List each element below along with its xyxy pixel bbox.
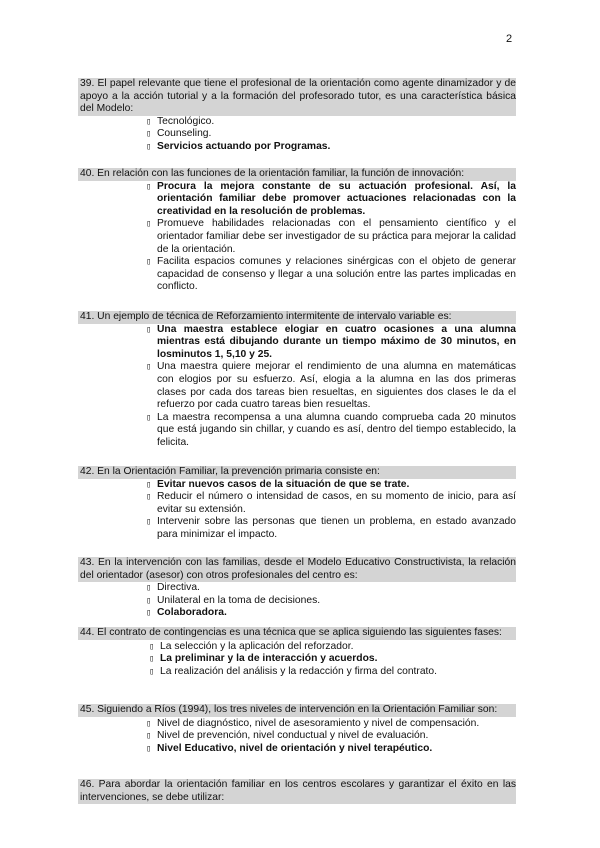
- bullet-icon: ▯: [146, 116, 152, 127]
- option-text: Colaboradora.: [157, 607, 227, 619]
- option-text: Directiva.: [157, 582, 200, 594]
- option-text: Procura la mejora constante de su actuación profesional. Así, la orientación familiar debe promover actuaciones relacionadas con la creatividad en la resolución de problemas.: [157, 180, 516, 217]
- question-stem: 39. El papel relevante que tiene el profesional de la orientación como agente dinamizador y de apoyo a la acción tutorial y a la formación del profesorado tutor, es una característica básica del Modelo:: [80, 78, 516, 115]
- bullet-icon: ▯: [146, 743, 152, 754]
- question-stem: 40. En relación con las funciones de la orientación familiar, la función de innovación:: [78, 168, 516, 181]
- options-list: [78, 116, 516, 154]
- option-text: Una maestra quiere mejorar el rendimiento de una alumna en matemáticas con elogios por su esfuerzo. Así, elogia a la alumna en las dos primeras clases por cada dos tareas bien resueltas, en siguientes dos clases le da el refuerzo por cada cuatro tareas bien resueltas.: [157, 361, 516, 411]
- question-stem: 44. El contrato de contingencias es una técnica que se aplica siguiendo las siguientes fases:: [78, 627, 516, 640]
- option-correct: [146, 180, 516, 219]
- option-text: Nivel Educativo, nivel de orientación y nivel terapéutico.: [157, 742, 433, 754]
- option: [146, 516, 516, 541]
- option-text: Tecnológico.: [157, 115, 215, 127]
- question-39: [78, 78, 516, 154]
- question-40: [78, 168, 516, 294]
- option-text: Facilita espacios comunes y relaciones sinérgicas con el objeto de generar capacidad de consenso y llegar a una solución entre las partes implicadas en conflicto.: [157, 256, 516, 293]
- option: [146, 128, 516, 141]
- option-correct: [146, 478, 516, 492]
- option: [146, 491, 516, 516]
- option: [146, 411, 516, 450]
- bullet-icon: ▯: [146, 362, 152, 373]
- question-45: [78, 704, 516, 755]
- option-correct: [146, 607, 516, 620]
- option-text: Servicios actuando por Programas.: [157, 140, 331, 152]
- option-correct: [149, 653, 516, 666]
- question-stem: 45. Siguiendo a Ríos (1994), los tres niveles de intervención en la Orientación Familiar son:: [78, 704, 516, 717]
- option: [146, 115, 516, 129]
- option-correct: [146, 323, 516, 362]
- option-text: Una maestra establece elogiar en cuatro ocasiones a una alumna mientras está dibujando durante un tiempo máximo de 30 minutos, en losminutos 1, 5,10 y 25.: [157, 323, 516, 360]
- bullet-icon: ▯: [146, 324, 152, 335]
- bullet-icon: ▯: [146, 181, 152, 192]
- bullet-icon: ▯: [146, 595, 152, 606]
- option-text: La maestra recompensa a una alumna cuando comprueba cada 20 minutos que está jugando sin chillar, y cuando es así, dentro del tiempo establecido, la felicita.: [157, 411, 516, 448]
- bullet-icon: ▯: [146, 412, 152, 423]
- options-list: [78, 479, 516, 542]
- question-stem: 41. Un ejemplo de técnica de Reforzamiento intermitente de intervalo variable es:: [78, 311, 516, 324]
- bullet-icon: ▯: [146, 141, 152, 152]
- bullet-icon: ▯: [146, 731, 152, 742]
- option-text: La realización del análisis y la redacción y firma del contrato.: [160, 665, 438, 677]
- option-text: Unilateral en la toma de decisiones.: [157, 594, 321, 606]
- option: [146, 730, 516, 743]
- options-list: [78, 582, 516, 620]
- question-42: [78, 466, 516, 542]
- option: [146, 594, 516, 608]
- bullet-icon: ▯: [146, 608, 152, 619]
- bullet-icon: ▯: [149, 654, 155, 665]
- bullet-icon: ▯: [146, 219, 152, 230]
- bullet-icon: ▯: [146, 583, 152, 594]
- option: [146, 218, 516, 256]
- question-stem: 43. En la intervención con las familias, desde el Modelo Educativo Constructivista, la relación del orientador (asesor) con otros profesionales del centro es:: [80, 557, 516, 581]
- question-44: [78, 627, 516, 678]
- bullet-icon: ▯: [146, 129, 152, 140]
- option-text: Nivel de prevención, nivel conductual y nivel de evaluación.: [157, 730, 429, 742]
- option-text: Nivel de diagnóstico, nivel de asesoramiento y nivel de compensación.: [157, 717, 480, 729]
- question-stem: 42. En la Orientación Familiar, la prevención primaria consiste en:: [78, 466, 516, 479]
- option-text: La preliminar y la de interacción y acuerdos.: [160, 653, 378, 665]
- option: [146, 361, 516, 411]
- options-list: [78, 181, 516, 294]
- option-text: Promueve habilidades relacionadas con el pensamiento científico y el orientador familiar debe ser investigador de su práctica para mejorar la calidad de la orientación.: [157, 218, 516, 255]
- question-stem: 46. Para abordar la orientación familiar en los centros escolares y garantizar el éxito en las intervenciones, se debe utilizar:: [80, 779, 516, 803]
- options-list: [78, 641, 516, 679]
- question-41: [78, 311, 516, 450]
- bullet-icon: ▯: [146, 257, 152, 268]
- option: [146, 717, 516, 731]
- options-list: [78, 718, 516, 756]
- bullet-icon: ▯: [146, 718, 152, 729]
- option: [149, 665, 516, 679]
- option-text: La selección y la aplicación del reforzador.: [160, 640, 354, 652]
- bullet-icon: ▯: [149, 641, 155, 652]
- option: [149, 640, 516, 654]
- option-text: Evitar nuevos casos de la situación de que se trate.: [157, 478, 410, 490]
- options-list: [78, 324, 516, 450]
- option-text: Reducir el número o intensidad de casos, en su momento de inicio, para así evitar su extensión.: [157, 491, 516, 515]
- bullet-icon: ▯: [146, 492, 152, 503]
- bullet-icon: ▯: [149, 666, 155, 677]
- option-text: Counseling.: [157, 128, 212, 140]
- question-46: [78, 779, 516, 804]
- page-number: 2: [506, 33, 513, 45]
- question-43: [78, 557, 516, 620]
- option-correct: [146, 742, 516, 756]
- bullet-icon: ▯: [146, 517, 152, 528]
- option-text: Intervenir sobre las personas que tienen un problema, en estado avanzado para minimizar el impacto.: [157, 516, 516, 540]
- option-correct: [146, 140, 516, 154]
- bullet-icon: ▯: [146, 479, 152, 490]
- option: [146, 582, 516, 595]
- option: [146, 256, 516, 294]
